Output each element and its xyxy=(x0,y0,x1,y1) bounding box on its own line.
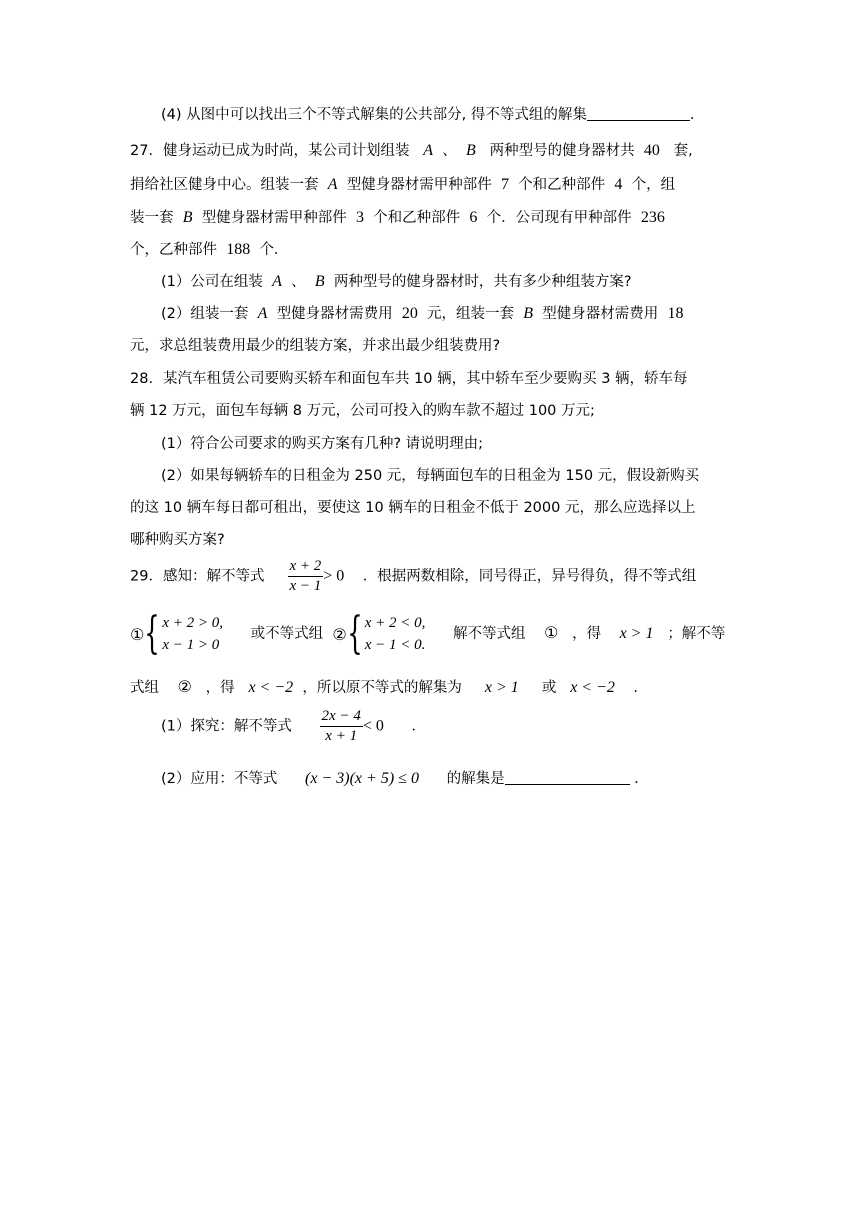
inequality-system-2: ② { x + 2 < 0, x − 1 < 0. xyxy=(332,608,426,659)
q29-line3: 式组 ② ，得 x < −2 ，所以原不等式的解集为 x > 1 或 x < −2 ． xyxy=(130,677,648,696)
q28-part1: (1）符合公司要求的购买方案有几种? 请说明理由; xyxy=(161,436,484,452)
q29-line1: 29．感知：解不等式 $\frac{x + 2}{x - 1}$ > 0 ．根据两数相除，同号得正，异号得负，得不等式组 xyxy=(130,558,697,594)
q27-part2-line2: 元，求总组装费用最少的组装方案，并求出最少组装费用? xyxy=(130,338,501,354)
q27-line3: 装一套 B 型健身器材需甲种部件 3 个和乙种部件 6 个．公司现有甲种部件 236 xyxy=(130,209,665,226)
answer-blank[interactable] xyxy=(505,770,630,785)
q28-part2-line2: 的这 10 辆车每日都可租出，要使这 10 辆车的日租金不低于 2000 元，那么应选择以上 xyxy=(130,500,696,516)
q27-line1: 27．健身运动已成为时尚，某公司计划组装 A 、 B 两种型号的健身器材共 40 套, xyxy=(130,142,693,159)
q29-line2: ① { x + 2 > 0, x − 1 > 0 或不等式组 ② { x + 2 < 0, x − 1 < 0. 解不等式组 ① ，得 x > 1 ；解不等 xyxy=(130,608,726,659)
q28-part2-line3: 哪种购买方案? xyxy=(130,532,225,548)
fraction-1: $\frac{x + 2}{x - 1}$ xyxy=(289,558,322,594)
q27-part1: (1）公司在组装 A 、 B 两种型号的健身器材时，共有多少种组装方案? xyxy=(161,273,632,290)
q27-line2: 捐给社区健身中心。组装一套 A 型健身器材需甲种部件 7 个和乙种部件 4 个，组 xyxy=(130,176,676,193)
brace: { xyxy=(347,608,363,659)
q26-part4-text: (4) 从图中可以找出三个不等式解集的公共部分, 得不等式组的解集 xyxy=(161,107,587,123)
brace: { xyxy=(144,608,161,659)
q28-line2: 辆 12 万元，面包车每辆 8 万元，公司可投入的购车款不超过 100 万元; xyxy=(130,403,595,419)
q28-part2-line1: (2）如果每辆轿车的日租金为 250 元，每辆面包车的日租金为 150 元，假设新购买 xyxy=(161,468,700,484)
q26-part4-line: (4) 从图中可以找出三个不等式解集的公共部分, 得不等式组的解集 . xyxy=(161,107,695,123)
q27-line4: 个，乙种部件 188 个． xyxy=(130,241,289,258)
q29-part2: (2）应用：不等式 (x − 3)(x + 5) ≤ 0 的解集是 ． xyxy=(161,770,649,787)
fraction-2: $\frac{2x - 4}{x + 1}$ xyxy=(321,708,361,744)
answer-blank[interactable] xyxy=(587,106,690,121)
q29-part1: (1）探究：解不等式 $\frac{2x - 4}{x + 1}$ < 0 ． xyxy=(161,708,427,744)
q28-line1: 28．某汽车租赁公司要购买轿车和面包车共 10 辆，其中轿车至少要购买 3 辆，轿车每 xyxy=(130,371,688,387)
q27-part2-line1: (2）组装一套 A 型健身器材需费用 20 元，组装一套 B 型健身器材需费用 18 xyxy=(161,305,684,322)
inequality-system-1: ① { x + 2 > 0, x − 1 > 0 xyxy=(130,608,223,659)
